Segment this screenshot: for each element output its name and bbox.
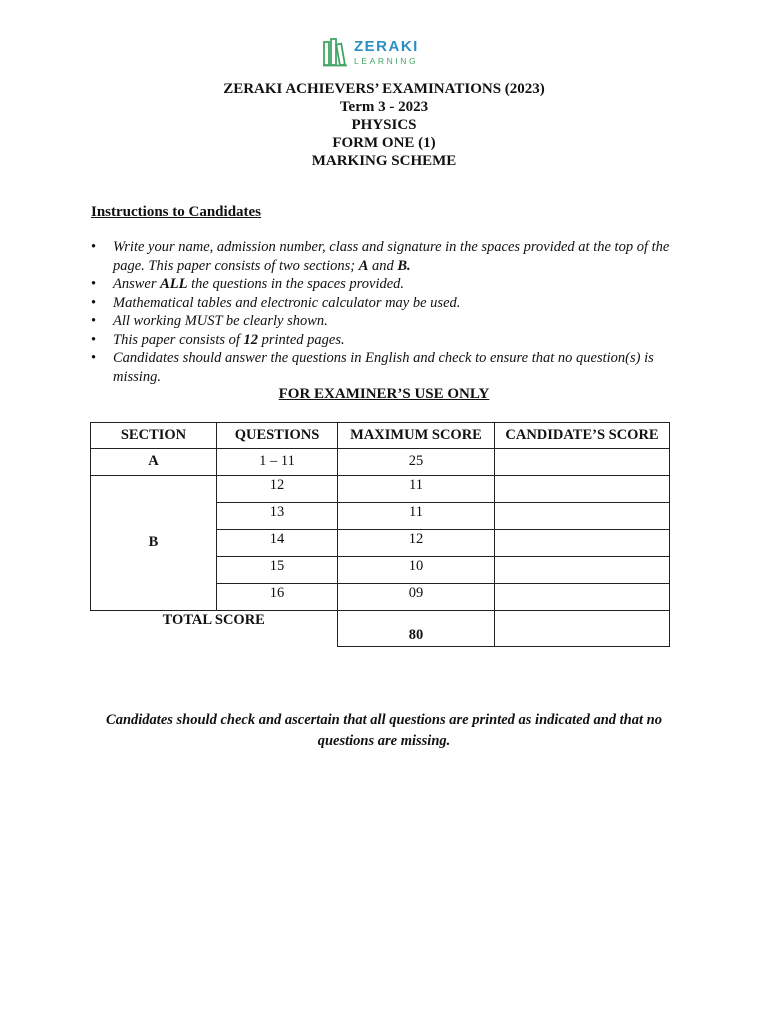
- total-row: [91, 610, 670, 646]
- question-number: 13: [217, 502, 338, 529]
- candidate-score-cell[interactable]: [495, 502, 670, 529]
- books-logo-icon: [322, 37, 348, 67]
- footer-note: Candidates should check and ascertain that all questions are printed as indicated and that no questions are missing.: [106, 712, 662, 749]
- total-score-label: TOTAL SCORE: [162, 611, 265, 628]
- zeraki-logo: [322, 36, 419, 68]
- instruction-item: • Answer ALL the questions in the spaces provided.: [91, 275, 681, 294]
- table-header-row: [91, 423, 670, 449]
- candidate-score-cell[interactable]: [495, 475, 670, 502]
- exam-doc-type: MARKING SCHEME: [311, 153, 457, 169]
- max-score: 10: [338, 556, 495, 583]
- score-table: [90, 422, 670, 647]
- exam-title: ZERAKI ACHIEVERS’ EXAMINATIONS (2023): [223, 81, 545, 97]
- instruction-item: • Mathematical tables and electronic calculator may be used.: [91, 294, 681, 313]
- max-score: 12: [338, 529, 495, 556]
- candidate-score-cell[interactable]: [495, 529, 670, 556]
- header-section: SECTION: [91, 423, 217, 449]
- section-b-label: B: [91, 475, 217, 610]
- total-max-score: 80: [338, 610, 495, 646]
- section-a-questions: 1 – 11: [217, 449, 338, 476]
- question-number: 12: [217, 475, 338, 502]
- table-row: [91, 449, 670, 476]
- exam-form: FORM ONE (1): [332, 135, 436, 151]
- logo-name: ZERAKI: [354, 37, 419, 55]
- max-score: 09: [338, 583, 495, 610]
- instruction-item: • Write your name, admission number, class and signature in the spaces provided at the top of the page. This paper consists of two sections; A and B.: [91, 238, 681, 275]
- instruction-item: • This paper consists of 12 printed pages.: [91, 331, 681, 350]
- candidate-score-cell[interactable]: [495, 556, 670, 583]
- instructions-list: [91, 238, 681, 386]
- question-number: 16: [217, 583, 338, 610]
- exam-subject: PHYSICS: [351, 117, 417, 133]
- question-number: 14: [217, 529, 338, 556]
- candidate-score-cell[interactable]: [495, 583, 670, 610]
- question-number: 15: [217, 556, 338, 583]
- exam-header: [0, 80, 768, 170]
- instructions-heading: Instructions to Candidates: [91, 204, 262, 220]
- total-candidate-score-cell[interactable]: [495, 610, 670, 646]
- examiner-heading: FOR EXAMINER’S USE ONLY: [278, 386, 490, 402]
- section-a-max: 25: [338, 449, 495, 476]
- table-row: [91, 475, 670, 502]
- header-candidate-score: CANDIDATE’S SCORE: [495, 423, 670, 449]
- max-score: 11: [338, 475, 495, 502]
- max-score: 11: [338, 502, 495, 529]
- section-a-label: A: [91, 449, 217, 476]
- logo-subtitle: LEARNING: [354, 55, 419, 66]
- exam-term: Term 3 - 2023: [339, 99, 429, 115]
- header-max-score: MAXIMUM SCORE: [338, 423, 495, 449]
- header-questions: QUESTIONS: [217, 423, 338, 449]
- candidate-score-cell[interactable]: [495, 449, 670, 476]
- instruction-item: • Candidates should answer the questions in English and check to ensure that no question(s) is missing.: [91, 349, 681, 386]
- instruction-item: • All working MUST be clearly shown.: [91, 312, 681, 331]
